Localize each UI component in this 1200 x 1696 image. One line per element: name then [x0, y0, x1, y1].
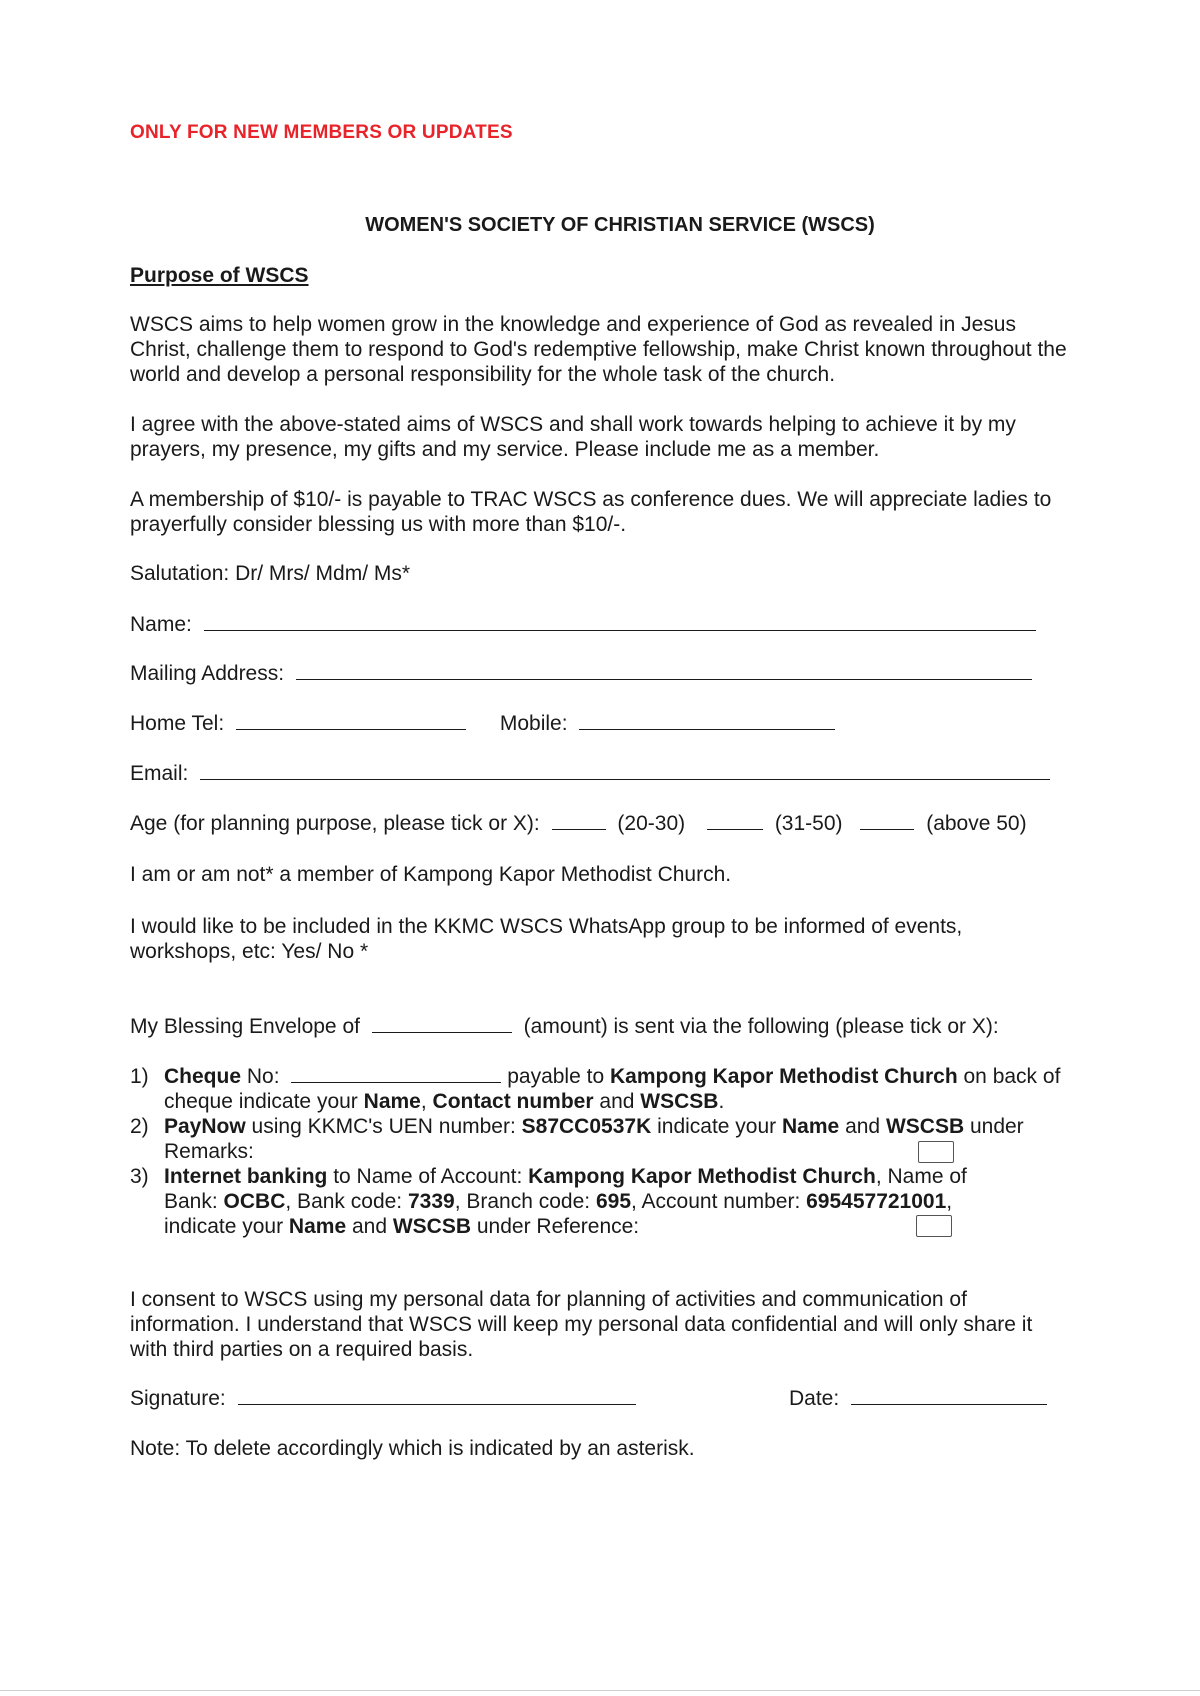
paynow-label: PayNow [164, 1115, 246, 1138]
name-keyword: Name [363, 1090, 421, 1113]
and-text: and [351, 1215, 388, 1238]
and-text: and [599, 1090, 635, 1113]
indicate-text: , indicate your [164, 1190, 953, 1238]
purpose-paragraph: WSCS aims to help women grow in the knowledge and experience of God as revealed in Jesus Christ, challenge them to respond to God's redemptive fellowship, make Christ known throughout the world and develop a personal responsibility for the whole task of the church. [130, 313, 1067, 386]
bank-code: 7339 [407, 1190, 455, 1213]
cheque-instruction: on back of cheque indicate your [164, 1065, 1061, 1113]
list-number: 3) [130, 1165, 149, 1188]
branch-code: 695 [595, 1190, 632, 1213]
comma: , [875, 1165, 882, 1188]
signature-label: Signature: [130, 1387, 226, 1410]
age-20-30-tick[interactable] [552, 811, 606, 830]
bank-name: OCBC [223, 1190, 286, 1213]
age-20-30-label: (20-30) [617, 812, 686, 835]
date-row [789, 1386, 1047, 1412]
phone-row [130, 711, 835, 737]
account-number-label: , Account number: [631, 1190, 801, 1213]
age-row [130, 811, 1027, 837]
name-field[interactable] [204, 612, 1036, 631]
salutation-line: Salutation: Dr/ Mrs/ Mdm/ Ms* [130, 562, 411, 585]
church-name: Kampong Kapor Methodist Church [528, 1165, 876, 1188]
whatsapp-paragraph: I would like to be included in the KKMC WSCS WhatsApp group to be informed of events, workshops, etc: Yes/ No * [130, 915, 963, 963]
cheque-no-label: No: [241, 1065, 280, 1088]
agreement-paragraph: I agree with the above-stated aims of WSCS and shall work towards helping to achieve it by my prayers, my presence, my gifts and my service. Please include me as a member. [130, 413, 1016, 461]
indicate-text: indicate your [657, 1115, 777, 1138]
bank-name-label: Name of Bank: [164, 1165, 967, 1213]
church-name: Kampong Kapor Methodist Church [609, 1065, 958, 1088]
name-keyword: Name [288, 1215, 347, 1238]
mailing-address-label: Mailing Address: [130, 662, 285, 685]
form-title: WOMEN'S SOCIETY OF CHRISTIAN SERVICE (WSCS) [365, 214, 875, 236]
age-above-50-label: (above 50) [926, 812, 1027, 835]
list-number: 1) [130, 1065, 149, 1088]
paynow-checkbox[interactable] [918, 1141, 954, 1163]
remarks-text: under Remarks: [164, 1115, 1024, 1163]
cheque-label: Cheque [164, 1065, 242, 1088]
branch-code-label: , Branch code: [454, 1190, 591, 1213]
uen-number: S87CC0537K [521, 1115, 652, 1138]
date-field[interactable] [851, 1386, 1047, 1405]
blessing-suffix: (amount) is sent via the following (please tick or X): [523, 1015, 999, 1038]
period: . [718, 1090, 725, 1113]
home-tel-field[interactable] [236, 711, 466, 730]
new-members-notice: ONLY FOR NEW MEMBERS OR UPDATES [130, 122, 513, 143]
uen-text: using KKMC's UEN number: [251, 1115, 516, 1138]
wscsb-keyword: WSCSB [392, 1215, 472, 1238]
signature-field[interactable] [238, 1386, 636, 1405]
name-keyword: Name [782, 1115, 840, 1138]
bank-code-label: , Bank code: [285, 1190, 403, 1213]
age-31-50-tick[interactable] [707, 811, 763, 830]
mailing-address-field[interactable] [296, 661, 1032, 680]
email-row [130, 761, 1050, 787]
wscsb-keyword: WSCSB [885, 1115, 965, 1138]
and-text: and [845, 1115, 881, 1138]
blessing-amount-field[interactable] [372, 1014, 512, 1033]
note-text: Note: To delete accordingly which is indicated by an asterisk. [130, 1437, 695, 1460]
age-above-50-tick[interactable] [860, 811, 914, 830]
reference-text: under Reference: [476, 1215, 640, 1238]
member-statement: I am or am not* a member of Kampong Kapor Methodist Church. [130, 863, 732, 886]
blessing-prefix: My Blessing Envelope of [130, 1015, 360, 1038]
list-number: 2) [130, 1115, 149, 1138]
internet-banking-label: Internet banking [164, 1165, 328, 1188]
cheque-number-field[interactable] [291, 1064, 501, 1083]
payable-to-text: payable to [507, 1065, 605, 1088]
signature-row [130, 1386, 636, 1412]
age-label: Age (for planning purpose, please tick or X): [130, 812, 540, 835]
scan-edge-divider [0, 1690, 1200, 1691]
consent-paragraph: I consent to WSCS using my personal data for planning of activities and communication of information. I understand that WSCS will keep my personal data confidential and will only share it with third parties on a required basis. [130, 1288, 1033, 1361]
email-field[interactable] [200, 761, 1050, 780]
home-tel-label: Home Tel: [130, 712, 225, 735]
account-name-text: to Name of Account: [333, 1165, 523, 1188]
email-label: Email: [130, 762, 189, 785]
wscsb-keyword: WSCSB [640, 1090, 719, 1113]
name-row [130, 612, 1036, 638]
mobile-label: Mobile: [499, 712, 568, 735]
purpose-heading: Purpose of WSCS [130, 264, 309, 287]
blessing-row [130, 1014, 999, 1040]
membership-paragraph: A membership of $10/- is payable to TRAC WSCS as conference dues. We will appreciate ladies to prayerfully consider blessing us with more than $10/-. [130, 488, 1052, 536]
name-label: Name: [130, 613, 192, 636]
internet-banking-checkbox[interactable] [916, 1215, 952, 1237]
payment-item-internet-banking [130, 1164, 984, 1239]
contact-keyword: Contact number [432, 1090, 594, 1113]
mobile-field[interactable] [579, 711, 835, 730]
date-label: Date: [789, 1387, 840, 1410]
age-31-50-label: (31-50) [774, 812, 843, 835]
account-number: 695457721001 [806, 1190, 947, 1213]
payment-item-cheque: 1) Cheque No: payable to Kampong Kapor Methodist Church on back of cheque indicate your Name, Contact number and WSCSB. [130, 1065, 1061, 1113]
payment-item-paynow [130, 1114, 1044, 1164]
mailing-address-row [130, 661, 1032, 687]
